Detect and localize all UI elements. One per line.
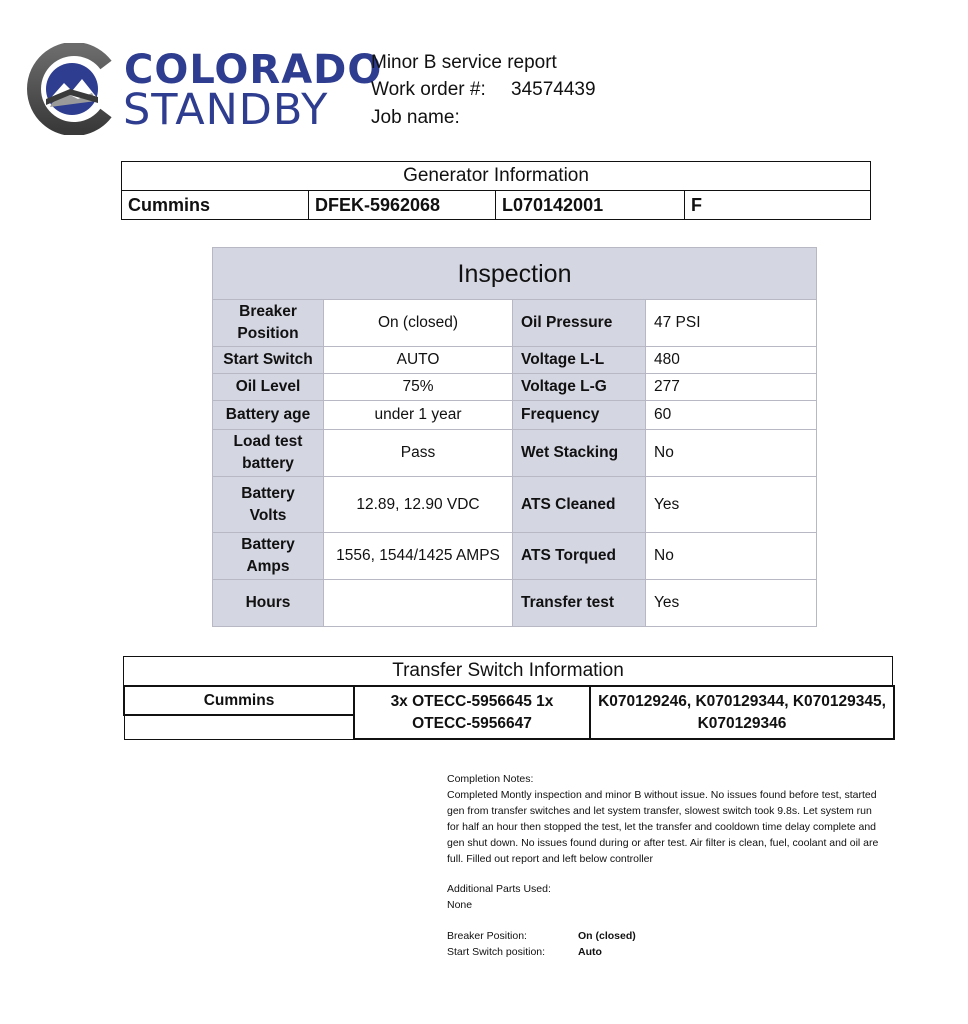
oil-pressure-value: 47 PSI (646, 300, 817, 347)
battery-amps-label: Battery Amps (213, 533, 324, 580)
generator-model: DFEK-5962068 (309, 191, 496, 220)
generator-serial: L070142001 (496, 191, 685, 220)
notes-breaker-label: Breaker Position: (447, 930, 527, 942)
breaker-position-label: Breaker Position (213, 300, 324, 347)
completion-notes-text: Completed Montly inspection and minor B without issue. No issues found before test, started gen from transfer switches and let system transfer, slowest switch took 9.8s. Let system run for half an hour then stopped the test, let the transfer and cooldown time delay complete and gen shut down. No issues found during or after test. Air filter is clean, fuel, coolant and oil are full. Filled out report and left below controller (447, 789, 879, 865)
table-row (213, 533, 817, 580)
battery-volts-value: 12.89, 12.90 VDC (324, 477, 513, 533)
inspection-title: Inspection (213, 248, 817, 300)
transfer-test-label: Transfer test (513, 580, 646, 627)
transfer-switch-serials: K070129246, K070129344, K070129345, K070129346 (590, 686, 894, 739)
transfer-switch-table (123, 685, 895, 740)
ats-torqued-label: ATS Torqued (513, 533, 646, 580)
oil-level-value: 75% (324, 374, 513, 401)
ats-cleaned-value: Yes (646, 477, 817, 533)
generator-info-title: Generator Information (122, 162, 871, 191)
hours-value (324, 580, 513, 627)
battery-age-value: under 1 year (324, 401, 513, 430)
load-test-battery-label: Load test battery (213, 430, 324, 477)
table-row (213, 401, 817, 430)
breaker-position-value: On (closed) (324, 300, 513, 347)
table-row (213, 347, 817, 374)
wet-stacking-value: No (646, 430, 817, 477)
start-switch-label: Start Switch (213, 347, 324, 374)
oil-level-label: Oil Level (213, 374, 324, 401)
company-logo (26, 44, 383, 135)
notes-start-switch-value: Auto (578, 946, 602, 958)
transfer-switch-title: Transfer Switch Information (123, 656, 893, 685)
generator-extra: F (685, 191, 871, 220)
voltage-lg-value: 277 (646, 374, 817, 401)
table-row (213, 300, 817, 347)
ats-torqued-value: No (646, 533, 817, 580)
hours-label: Hours (213, 580, 324, 627)
additional-parts-value: None (447, 899, 473, 911)
brand-name-line2: STANDBY (123, 85, 329, 135)
frequency-label: Frequency (513, 401, 646, 430)
notes-start-switch-row (447, 944, 602, 960)
notes-start-switch-label: Start Switch position: (447, 946, 546, 958)
table-row (213, 477, 817, 533)
notes-breaker-value: On (closed) (578, 930, 636, 942)
work-order-value: 34574439 (511, 79, 596, 100)
transfer-switch-models: 3x OTECC-5956645 1x OTECC-5956647 (354, 686, 590, 739)
transfer-switch-empty-cell (124, 715, 354, 739)
wet-stacking-label: Wet Stacking (513, 430, 646, 477)
logo-emblem-icon (26, 43, 118, 135)
generator-make: Cummins (122, 191, 309, 220)
battery-age-label: Battery age (213, 401, 324, 430)
battery-volts-label: Battery Volts (213, 477, 324, 533)
work-order-label: Work order #: (371, 79, 486, 100)
table-row (213, 580, 817, 627)
start-switch-value: AUTO (324, 347, 513, 374)
job-name-label: Job name: (371, 107, 460, 128)
transfer-test-value: Yes (646, 580, 817, 627)
load-test-battery-value: Pass (324, 430, 513, 477)
frequency-value: 60 (646, 401, 817, 430)
report-title: Minor B service report (371, 52, 557, 73)
ats-cleaned-label: ATS Cleaned (513, 477, 646, 533)
work-order-row (371, 79, 596, 101)
voltage-ll-value: 480 (646, 347, 817, 374)
voltage-ll-label: Voltage L-L (513, 347, 646, 374)
additional-parts-label: Additional Parts Used: (447, 883, 551, 895)
oil-pressure-label: Oil Pressure (513, 300, 646, 347)
table-row (213, 374, 817, 401)
generator-info-table (121, 161, 871, 220)
brand-name-line1: COLORADO (124, 47, 383, 93)
voltage-lg-label: Voltage L-G (513, 374, 646, 401)
inspection-table (212, 247, 817, 627)
battery-amps-value: 1556, 1544/1425 AMPS (324, 533, 513, 580)
table-row (213, 430, 817, 477)
notes-breaker-row (447, 928, 636, 944)
transfer-switch-make: Cummins (124, 686, 354, 715)
completion-notes-label: Completion Notes: (447, 773, 534, 785)
